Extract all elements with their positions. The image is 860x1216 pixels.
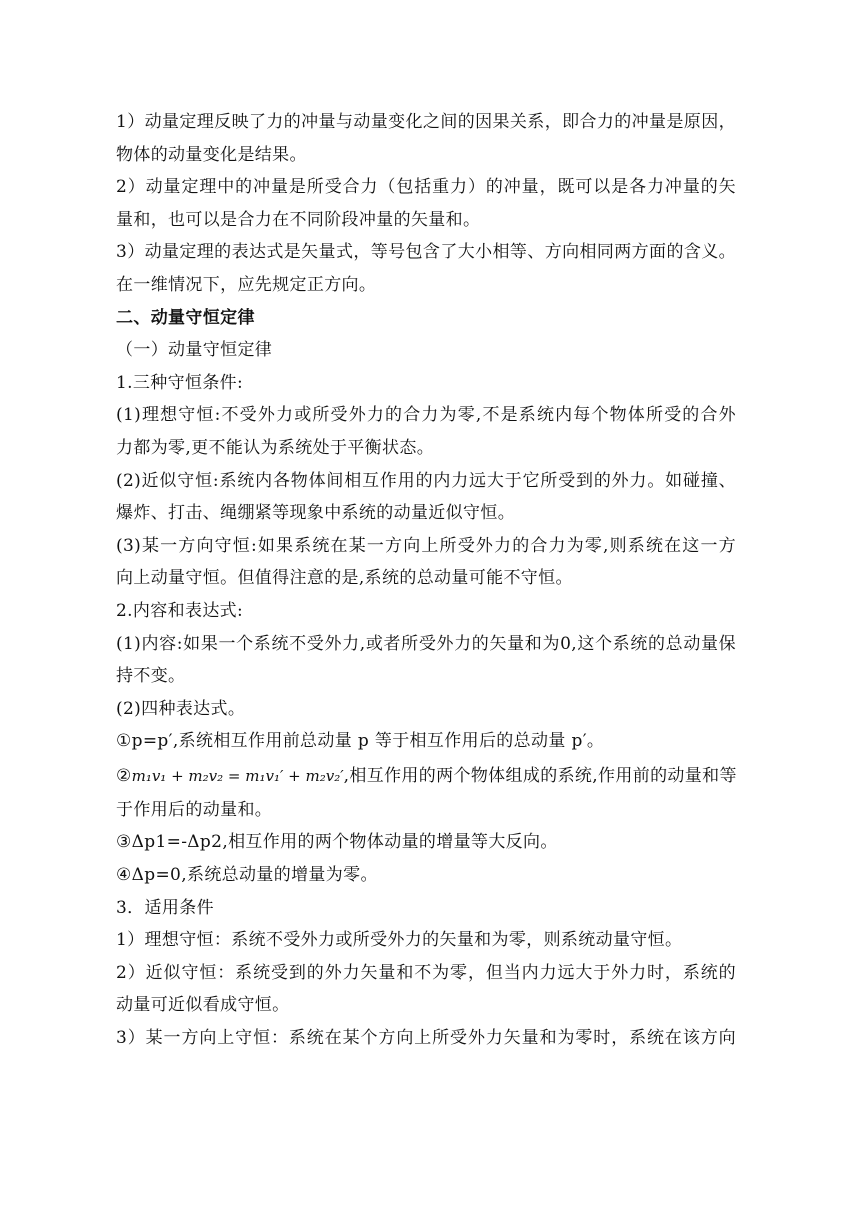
paragraph-line: 爆炸、打击、绳绷紧等现象中系统的动量近似守恒。	[116, 503, 516, 524]
paragraph-line: (2)四种表达式。	[116, 698, 246, 719]
paragraph-line: 1）动量定理反映了力的冲量与动量变化之间的因果关系，即合力的冲量是原因，	[116, 112, 736, 132]
document-body	[116, 106, 736, 1055]
paragraph-line: (2)近似守恒:系统内各物体间相互作用的内力远大于它所受到的外力。如碰撞、	[116, 470, 736, 491]
circled-number-marker: ②	[116, 765, 132, 786]
paragraph-line: 物体的动量变化是结果。	[116, 144, 307, 165]
momentum-formula: m₁v₁ + m₂v₂ = m₁v₁′ + m₂v₂′	[131, 766, 344, 785]
paragraph-line: 2）动量定理中的冲量是所受合力（包括重力）的冲量，既可以是各力冲量的矢	[116, 177, 736, 198]
paragraph-line: 持不变。	[116, 666, 186, 687]
paragraph-line: 动量可近似看成守恒。	[116, 995, 290, 1016]
formula-line	[116, 758, 736, 794]
paragraph-line: ③Δp1=-Δp2,相互作用的两个物体动量的增量等大反向。	[116, 832, 558, 853]
paragraph-line: 3）某一方向上守恒：系统在某个方向上所受外力矢量和为零时，系统在该方向	[116, 1028, 736, 1049]
paragraph-line: 3．适用条件	[116, 897, 214, 918]
paragraph-line: (1)内容:如果一个系统不受外力,或者所受外力的矢量和为0,这个系统的总动量保	[116, 633, 736, 654]
paragraph-line: 1）理想守恒：系统不受外力或所受外力的矢量和为零，则系统动量守恒。	[116, 930, 683, 951]
paragraph-line: 在一维情况下，应先规定正方向。	[116, 274, 377, 295]
formula-explanation: ,相互作用的两个物体组成的系统,作用前的动量和等	[343, 765, 737, 786]
section-heading: 二、动量守恒定律	[116, 307, 255, 328]
paragraph-line: 1.三种守恒条件:	[116, 372, 244, 393]
paragraph-line: 向上动量守恒。但值得注意的是,系统的总动量可能不守恒。	[116, 568, 573, 589]
paragraph-line: (3)某一方向守恒:如果系统在某一方向上所受外力的合力为零,则系统在这一方	[116, 535, 736, 556]
paragraph-line: (1)理想守恒:不受外力或所受外力的合力为零,不是系统内每个物体所受的合外	[116, 405, 736, 426]
subsection-heading: （一）动量守恒定律	[116, 340, 273, 361]
paragraph-line: 力都为零,更不能认为系统处于平衡状态。	[116, 437, 435, 458]
paragraph-line: ①p=p′,系统相互作用前总动量 p 等于相互作用后的总动量 p′。	[116, 731, 605, 752]
paragraph-line: 2.内容和表达式:	[116, 600, 244, 621]
paragraph-line: 2）近似守恒：系统受到的外力矢量和不为零，但当内力远大于外力时，系统的	[116, 962, 736, 983]
paragraph-line: 于作用后的动量和。	[116, 799, 273, 820]
paragraph-line: 3）动量定理的表达式是矢量式，等号包含了大小相等、方向相同两方面的含义。	[116, 242, 736, 263]
paragraph-line: ④Δp=0,系统总动量的增量为零。	[116, 865, 378, 886]
paragraph-line: 量和，也可以是合力在不同阶段冲量的矢量和。	[116, 209, 481, 230]
